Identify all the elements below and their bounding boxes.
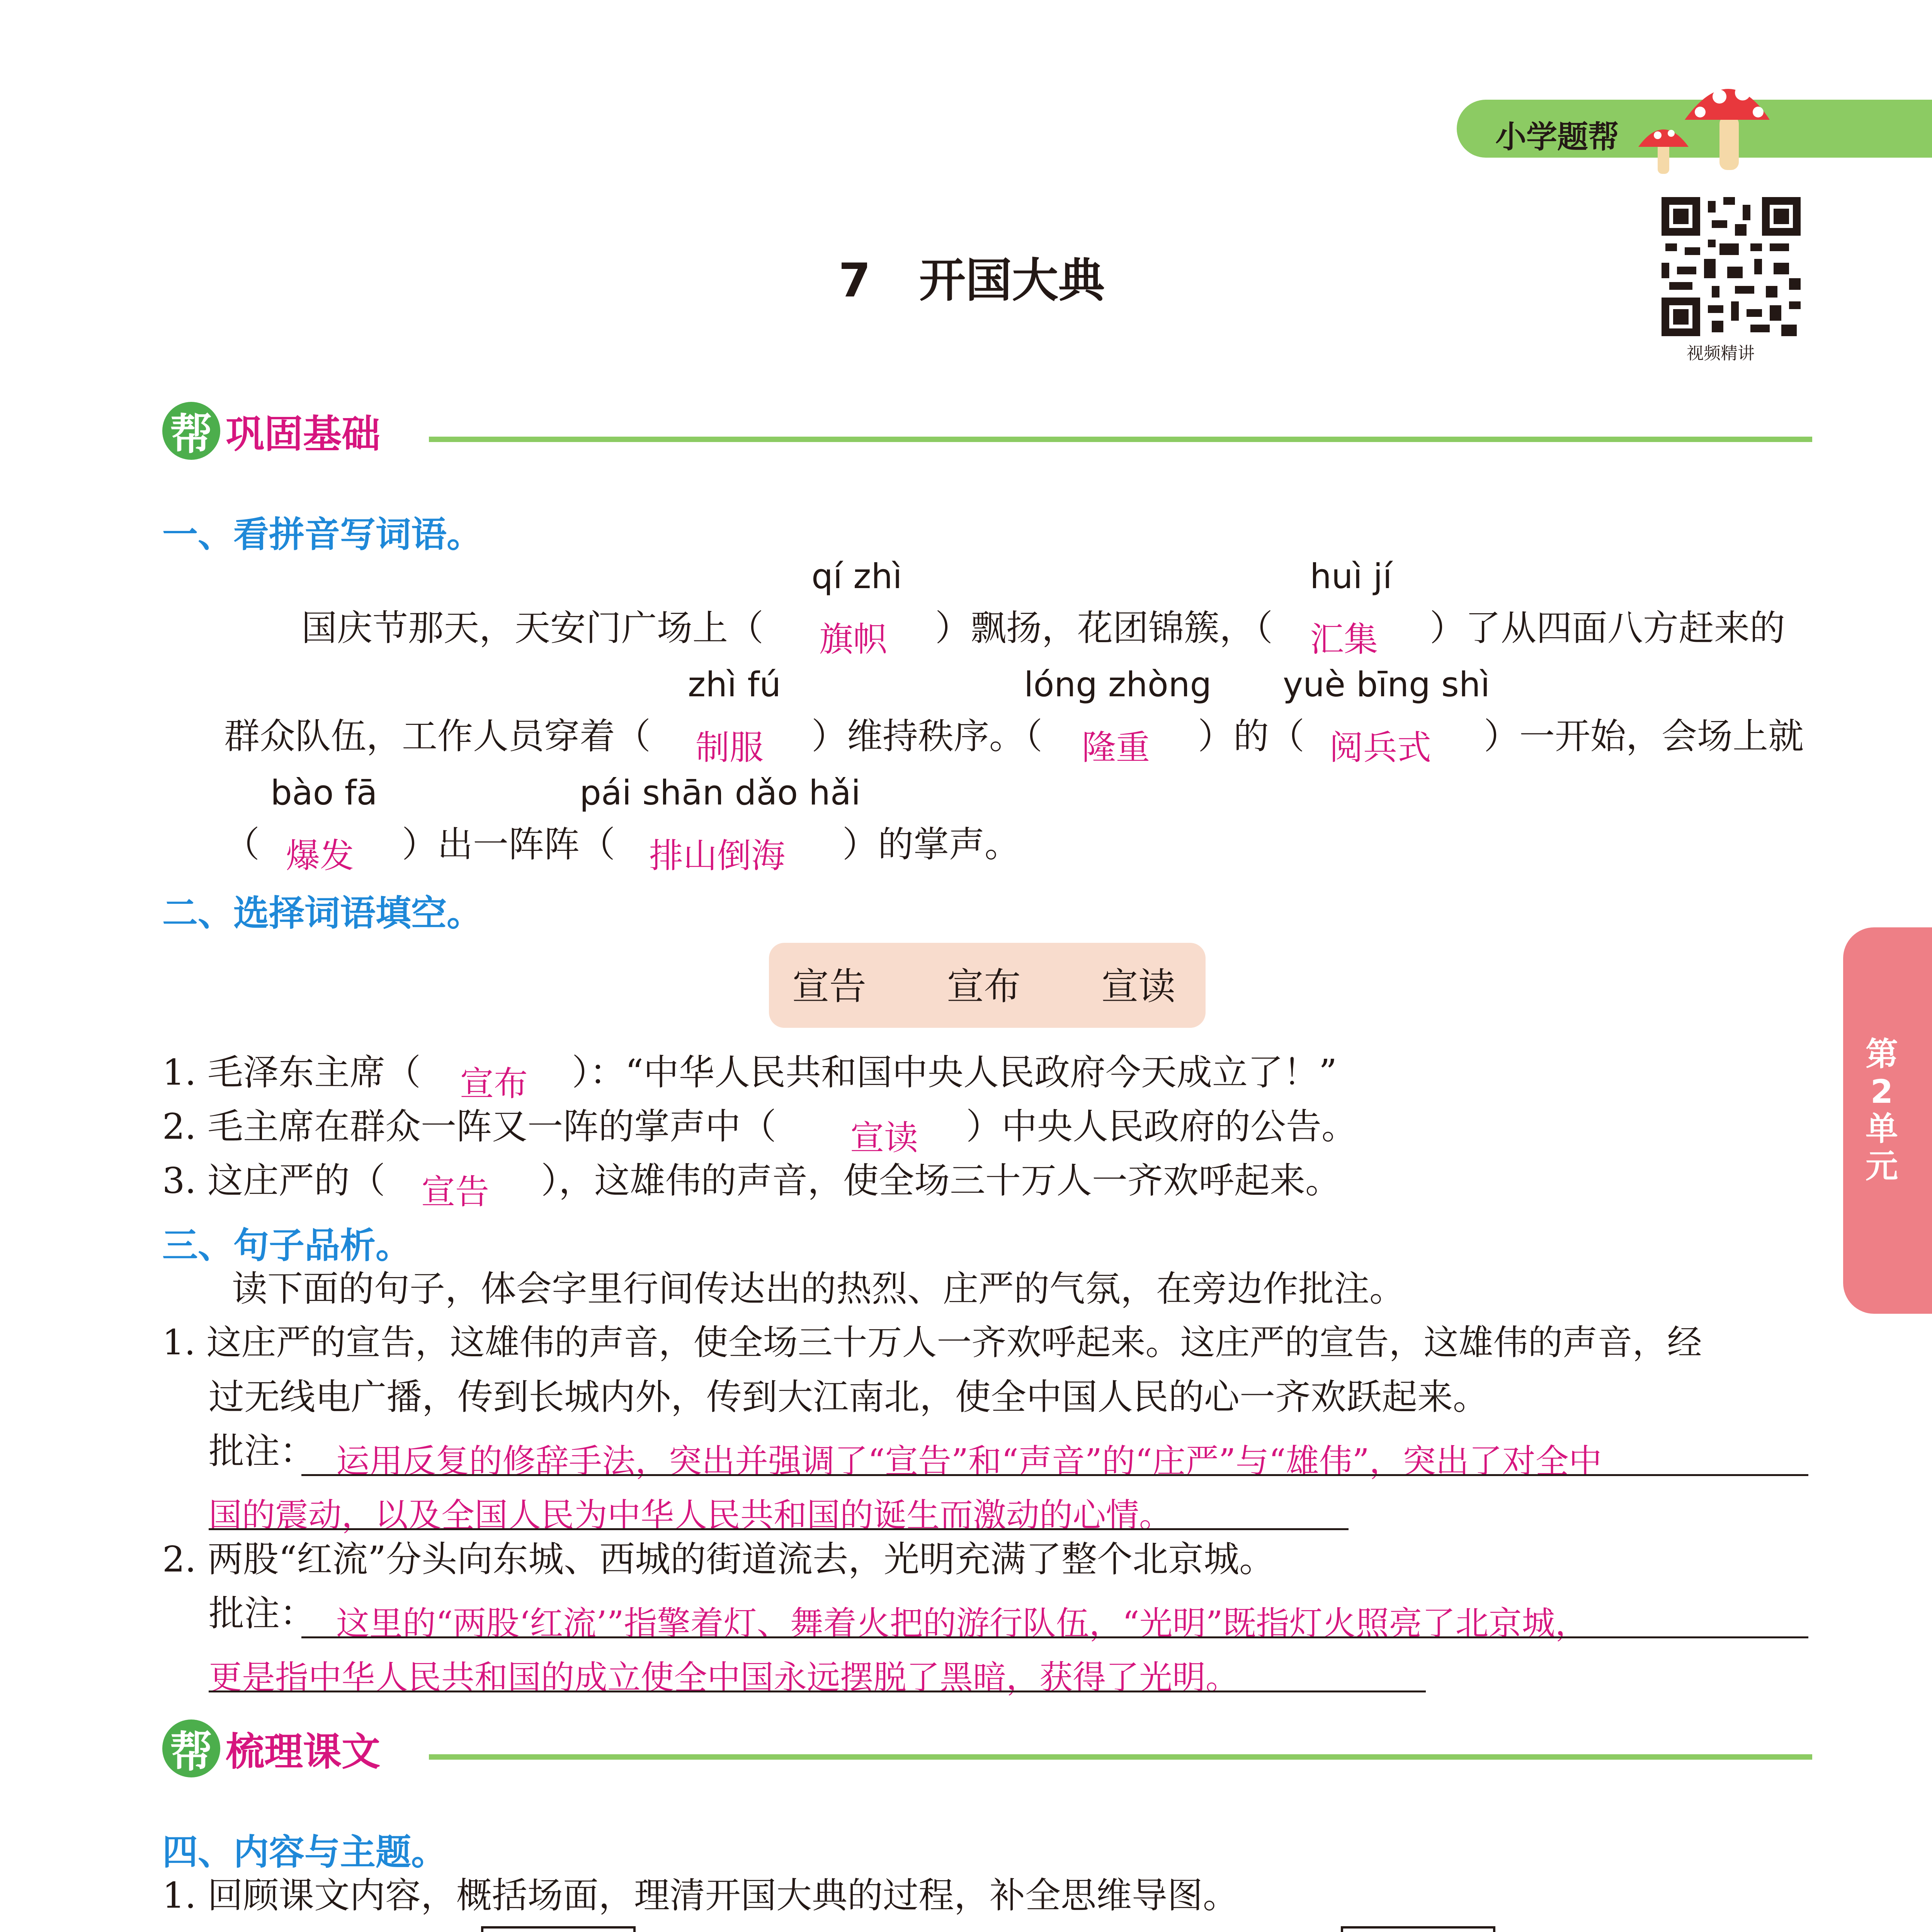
mindmap-box-after	[1341, 1926, 1495, 1932]
q1-heading: 一、看拼音写词语。	[162, 514, 483, 555]
q2-item2-answer: 宣读	[850, 1118, 918, 1158]
answer-underline	[301, 1474, 1808, 1476]
q3-item1-line2: 过无线电广播，传到长城内外，传到大江南北，使全中国人民的心一齐欢跃起来。	[209, 1376, 1489, 1418]
qr-caption: 视频精讲	[1687, 344, 1755, 363]
unit-tab-line-4: 元	[1865, 1147, 1898, 1185]
brand-name: 小学题帮	[1495, 119, 1619, 155]
q2-item2-b: ）中央人民政府的公告。	[966, 1106, 1357, 1147]
bang-badge-icon: 帮	[162, 1719, 220, 1777]
answer-baofa: 爆发	[286, 836, 354, 876]
q2-item1-a: 1. 毛泽东主席（	[162, 1052, 421, 1093]
q1-line2-a: 群众队伍，工作人员穿着（	[224, 716, 651, 757]
pinyin-yuebingshi: yuè bīng shì	[1283, 665, 1490, 704]
bang-badge-icon: 帮	[162, 402, 220, 460]
q2-item2-a: 2. 毛主席在群众一阵又一阵的掌声中（	[162, 1106, 777, 1147]
q3-intro: 读下面的句子，体会字里行间传达出的热烈、庄严的气氛，在旁边作批注。	[232, 1268, 1405, 1310]
unit-tab-line-2: 2	[1870, 1072, 1893, 1111]
option-2: 宣布	[947, 965, 1021, 1008]
q1-line3-b: ）出一阵阵（	[402, 824, 616, 865]
q2-item3-answer: 宣告	[421, 1172, 490, 1212]
q3-item1-answer-1: 运用反复的修辞手法，突出并强调了“宣告”和“声音”的“庄严”与“雄伟”，突出了对全中	[336, 1442, 1602, 1481]
section-divider	[429, 1754, 1812, 1760]
answer-qizhi: 旗帜	[819, 619, 888, 659]
q4-heading: 四、内容与主题。	[162, 1832, 447, 1873]
q3-note-label-1: 批注：	[209, 1430, 316, 1472]
answer-underline	[301, 1636, 1808, 1638]
section-header-consolidate	[162, 402, 380, 460]
q2-item1-answer: 宣布	[460, 1064, 528, 1104]
mushroom-icon	[1634, 66, 1774, 182]
page-title: 7 开国大典	[838, 254, 1105, 308]
unit-tab-line-1: 第	[1865, 1035, 1898, 1073]
answer-yuebingshi: 阅兵式	[1329, 728, 1432, 767]
q3-item2-line1: 2. 两股“红流”分头向东城、西城的街道流去，光明充满了整个北京城。	[162, 1539, 1275, 1580]
q1-line1-c: ）了从四面八方赶来的	[1430, 607, 1786, 649]
q3-item1-line1: 1. 这庄严的宣告，这雄伟的声音，使全场三十万人一齐欢呼起来。这庄严的宣告，这雄伟的声音，经	[162, 1322, 1702, 1363]
section-divider	[429, 437, 1812, 442]
q1-line3-a: （	[224, 824, 260, 865]
option-1: 宣告	[792, 965, 866, 1008]
pinyin-huiji: huì jí	[1310, 556, 1392, 596]
answer-longzhong: 隆重	[1082, 728, 1150, 767]
answer-zhifu: 制服	[696, 728, 764, 767]
pinyin-longzhong: lóng zhòng	[1024, 665, 1212, 704]
section-header-consolidate-label: 巩固基础	[226, 412, 380, 457]
unit-tab-line-3: 单	[1865, 1110, 1898, 1148]
q2-heading: 二、选择词语填空。	[162, 893, 483, 934]
q1-line1-b: ）飘扬，花团锦簇，（	[935, 607, 1273, 649]
section-header-comb-label: 梳理课文	[226, 1729, 380, 1774]
q2-item1-b: ）：“中华人民共和国中央人民政府今天成立了！”	[572, 1052, 1337, 1093]
answer-underline	[209, 1690, 1426, 1692]
q4-item1: 1. 回顾课文内容，概括场面，理清开国大典的过程，补全思维导图。	[162, 1875, 1239, 1916]
q3-item2-answer-1: 这里的“两股‘红流’”指擎着灯、舞着火把的游行队伍，“光明”既指灯火照亮了北京城，	[336, 1604, 1588, 1643]
q1-line2-d: ）一开始，会场上就	[1484, 716, 1804, 757]
pinyin-baofa: bào fā	[270, 773, 378, 813]
qr-code-icon	[1662, 197, 1801, 336]
option-3: 宣读	[1101, 965, 1175, 1008]
answer-paishan: 排山倒海	[649, 836, 786, 876]
q2-item3-b: ），这雄伟的声音，使全场三十万人一齐欢呼起来。	[541, 1160, 1341, 1201]
q3-note-label-2: 批注：	[209, 1593, 316, 1634]
answer-huiji: 汇集	[1310, 619, 1378, 659]
q3-item2-answer-2: 更是指中华人民共和国的成立使全中国永远摆脱了黑暗，获得了光明。	[209, 1658, 1239, 1697]
q3-item1-answer-2: 国的震动，以及全国人民为中华人民共和国的诞生而激动的心情。	[209, 1496, 1172, 1535]
pinyin-qizhi: qí zhì	[811, 556, 902, 596]
answer-underline	[209, 1528, 1349, 1530]
unit-tab-label	[1855, 1036, 1909, 1185]
q1-line2-b: ）维持秩序。（	[811, 716, 1043, 757]
pinyin-paishan: pái shān dǎo hǎi	[580, 773, 861, 813]
q1-line1-a: 国庆节那天，天安门广场上（	[301, 607, 764, 649]
q1-line3-c: ）的掌声。	[842, 824, 1020, 865]
pinyin-zhifu: zhì fú	[688, 665, 781, 704]
q1-line2-c: ）的（	[1198, 716, 1305, 757]
q2-item3-a: 3. 这庄严的（	[162, 1160, 386, 1201]
section-header-comb	[162, 1719, 380, 1777]
q3-heading: 三、句子品析。	[162, 1225, 412, 1266]
mindmap-box-before	[481, 1926, 636, 1932]
